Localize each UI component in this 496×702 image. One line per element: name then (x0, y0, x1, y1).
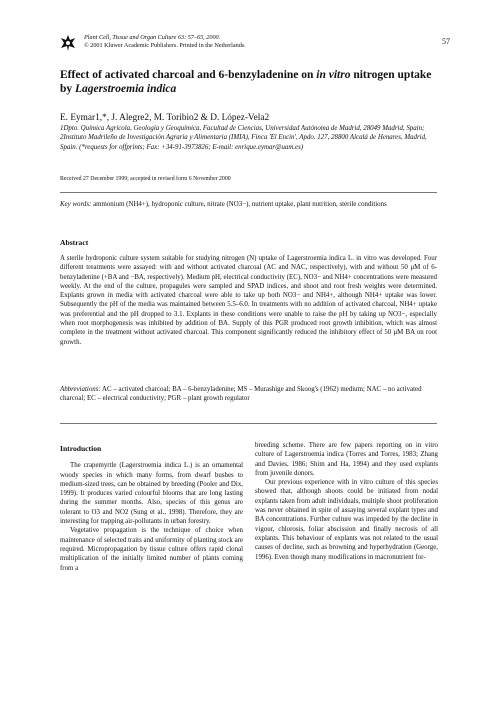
title-part-c: nitrogen uptake by (60, 69, 432, 95)
journal-header (60, 33, 450, 55)
keywords-text: ammonium (NH4+), hydroponic culture, nitrate (NO3−), nutrient uptake, plant nutrition, sterile conditions (93, 201, 387, 208)
abbreviations-text: AC – activated charcoal; BA – 6-benzyladenine; MS – Murashige and Skoog's (1962) medium; NAC – no activated charcoal; EC – electrical conductivity; PGR – plant growth regulator (60, 386, 422, 403)
introduction-heading: Introduction (60, 444, 102, 453)
kluwer-logo-icon (60, 34, 76, 52)
author-list: E. Eymar1,*, J. Alegre2, M. Toribio2 & D. López-Vela2 (60, 113, 270, 123)
affiliations: 1Dpto. Química Agrícola, Geología y Geoquímica, Facultad de Ciencias, Universidad Autónoma de Madrid, 28049 Madrid, Spain; 2Instituto Madrileño de Investigación Agraria y Alimentaria (IMIA), Finca 'El Encín', Apdo. 127, 28800 Alcalá de Henares, Madrid, Spain. (*requests for offprints; Fax: +34-91-3973826; E-mail: enrique.eymar@uam.es) (60, 125, 427, 151)
keywords-label: Key words: (60, 201, 92, 208)
right-column (255, 441, 438, 562)
abstract-heading: Abstract (60, 238, 89, 247)
abstract-text: A sterile hydroponic culture system suitable for studying nitrogen (N) uptake of Lagerstroemia indica L. in vitro was developed. Four different treatments were assayed: with and without activated charcoal (AC and NAC, respectively), with and without 50 μM of 6-benzyladenine (+BA and −BA, respectively). Medium pH, electrical conductivity (EC), NO3− and NH4+ concentrations were measured weekly. At the end of the culture, propagules were sampled and SPAD indices, and shoot and root fresh weights were determined. Explants grown in media with activated charcoal were able to take up both NO3− and NH4+, although NH4+ uptake was lower. Subsequently the pH of the media was maintained between 5.5–6.0. In treatments with no addition of activated charcoal, NH4+ uptake was preferential and the pH dropped to 3.1. Explants in these conditions were unable to raise the pH by taking up NO3−, especially when root morphogenesis was inhibited by addition of BA. Supply of this PGR produced root growth inhibition, which was almost complete in the treatment without activated charcoal. This component significantly reduced the inhibitory effect of 50 μM BA on root growth. (60, 255, 437, 346)
intro-paragraph-2: Vegetative propagation is the technique of choice when maintenance of selected traits and uniformity of planting stock are required. Micropropagation by tissue culture offers rapid clonal multiplication of the initially limited number of plants coming from a (60, 527, 243, 572)
divider (60, 423, 437, 424)
abbreviations (60, 385, 437, 404)
paper-title (60, 68, 440, 96)
right-paragraph-1: breeding scheme. There are few papers reporting on in vitro culture of Lagerstroemia indica (Torres and Torres, 1983; Zhang and Davies, 1986; Shim and Ha, 1994) and they used explants from juvenile donors. (255, 442, 438, 477)
title-part-b: in vitro (316, 69, 351, 81)
divider (60, 192, 437, 193)
title-part-d: Lagerstroemia indica (75, 83, 177, 95)
right-paragraph-2: Our previous experience with in vitro culture of this species showed that, although shoots could be initiated from nodal explants taken from adult individuals, multiple shoot proliferation was never obtained in spite of assaying several explant types and BA concentrations. Further culture was impeded by the decline in vigour, chlorosis, foliar abscission and finally necrosis of all explants. This behaviour of explants was not related to the usual causes of decline, such as browning and hyperhydration (George, 1996). Even though many modifications in macronutrient for- (255, 479, 438, 561)
journal-line-2: © 2001 Kluwer Academic Publishers. Printed in the Netherlands. (84, 42, 246, 49)
keywords (60, 200, 437, 209)
intro-paragraph-1: The crapemyrtle (Lagerstroemia indica L.) is an ornamental woody species in which many forms, from dwarf bushes to medium-sized trees, can be obtained by breeding (Pooler and Dix, 1999). It produces varied colourful blooms that are long lasting during the summer months. Also, species of this genus are tolerant to O3 and NO2 (Sung et al., 1998). Therefore, they are interesting for trapping air-pollutants in urban forestry. (60, 462, 243, 526)
received-dates: Received 27 December 1999; accepted in revised form 6 November 2000 (60, 176, 231, 182)
left-column (60, 444, 243, 573)
journal-citation (84, 34, 246, 50)
abbreviations-label: Abbreviations: (60, 386, 101, 393)
title-part-a: Effect of activated charcoal and 6-benzyladenine on (60, 69, 317, 81)
page-number: 57 (442, 37, 450, 46)
journal-line-1: Plant Cell, Tissue and Organ Culture 63: 57–65, 2000. (84, 34, 221, 41)
